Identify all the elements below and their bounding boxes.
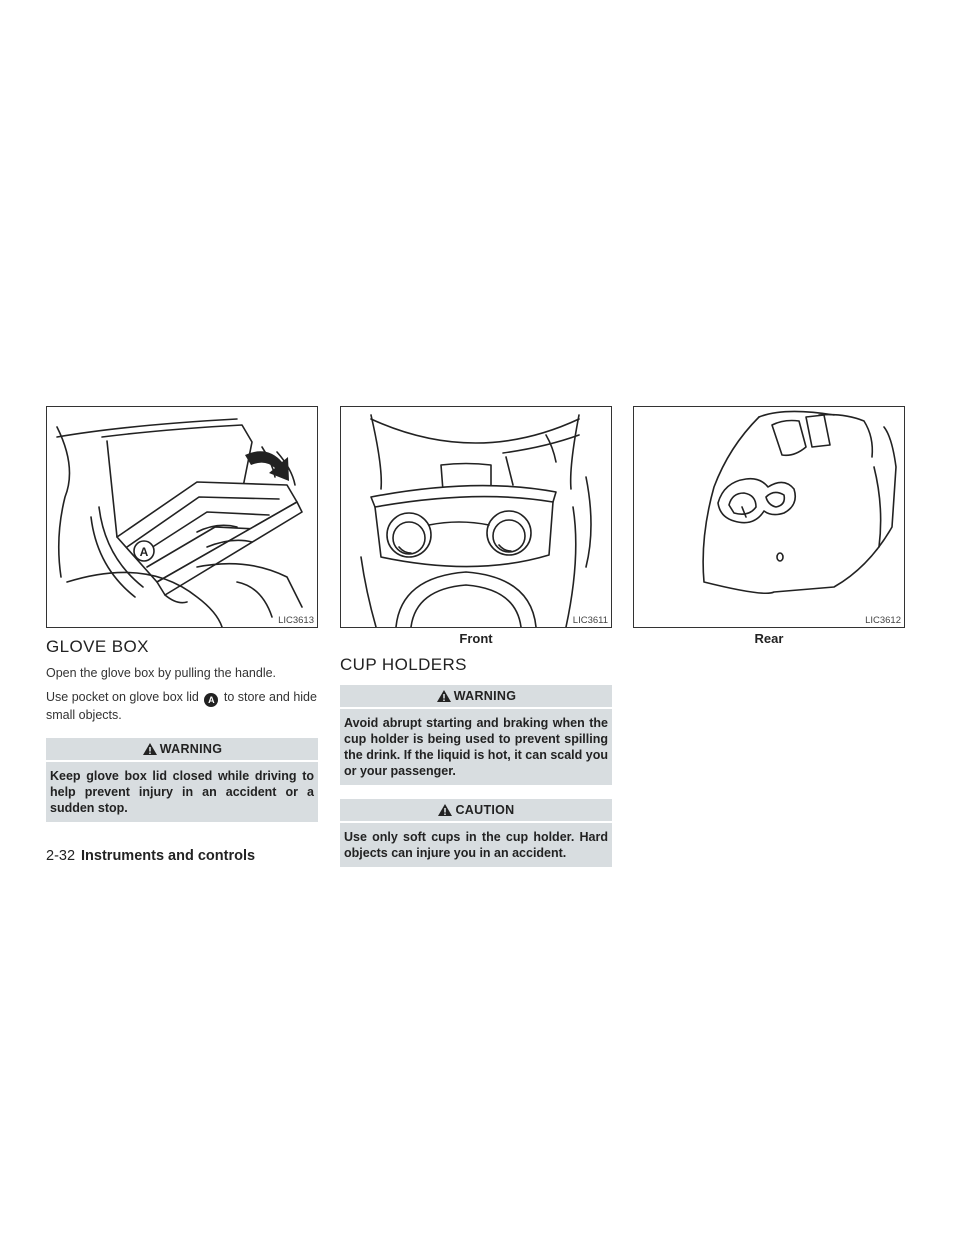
warning-text: Keep glove box lid closed while driving to help prevent injury in an accident or a sudden stop. bbox=[46, 762, 318, 822]
warning-header bbox=[46, 738, 318, 760]
glove-box-drawing bbox=[47, 407, 317, 627]
warning-triangle-icon bbox=[437, 803, 453, 817]
cup-holders-section bbox=[340, 406, 612, 867]
figure-caption-front: Front bbox=[459, 631, 493, 646]
rear-cup-holder-drawing bbox=[634, 407, 904, 627]
section-heading: CUP HOLDERS bbox=[340, 655, 467, 674]
body-text-part: Use pocket on glove box lid bbox=[46, 690, 199, 704]
figure-code: LIC3612 bbox=[865, 615, 901, 626]
caution-box bbox=[340, 799, 612, 867]
front-cup-holder-drawing bbox=[341, 407, 611, 627]
warning-box bbox=[340, 685, 612, 785]
body-text: Open the glove box by pulling the handle. bbox=[46, 666, 277, 680]
section-heading: GLOVE BOX bbox=[46, 637, 149, 656]
page-number: 2-32 bbox=[46, 848, 76, 864]
body-text-lid bbox=[46, 689, 318, 724]
rear-cup-holder-section bbox=[633, 406, 905, 646]
warning-label: WARNING bbox=[159, 742, 223, 756]
glove-box-section bbox=[46, 406, 318, 822]
figure-code: LIC3613 bbox=[278, 615, 314, 626]
warning-label: WARNING bbox=[453, 689, 517, 703]
front-cup-holder-illustration bbox=[340, 406, 612, 628]
warning-box bbox=[46, 738, 318, 822]
caution-text: Use only soft cups in the cup holder. Hard objects can injure you in an accident. bbox=[340, 823, 612, 867]
page-footer bbox=[46, 848, 255, 864]
figure-code: LIC3611 bbox=[572, 615, 608, 626]
figure-caption-rear: Rear bbox=[754, 631, 784, 646]
warning-header bbox=[340, 685, 612, 707]
arrow-down-icon bbox=[245, 451, 289, 481]
caution-header bbox=[340, 799, 612, 821]
glove-box-illustration bbox=[46, 406, 318, 628]
callout-a-marker: A bbox=[204, 693, 218, 707]
warning-text: Avoid abrupt starting and braking when the cup holder is being used to prevent spilling the drink. If the liquid is hot, it can scald you or your passenger. bbox=[340, 709, 612, 785]
rear-cup-holder-illustration bbox=[633, 406, 905, 628]
callout-a-label: A bbox=[139, 545, 149, 559]
warning-triangle-icon bbox=[436, 689, 452, 703]
body-text-part: to store and hide small objects. bbox=[46, 690, 317, 722]
warning-triangle-icon bbox=[142, 742, 158, 756]
section-title: Instruments and controls bbox=[81, 848, 256, 864]
caution-label: CAUTION bbox=[455, 803, 515, 817]
